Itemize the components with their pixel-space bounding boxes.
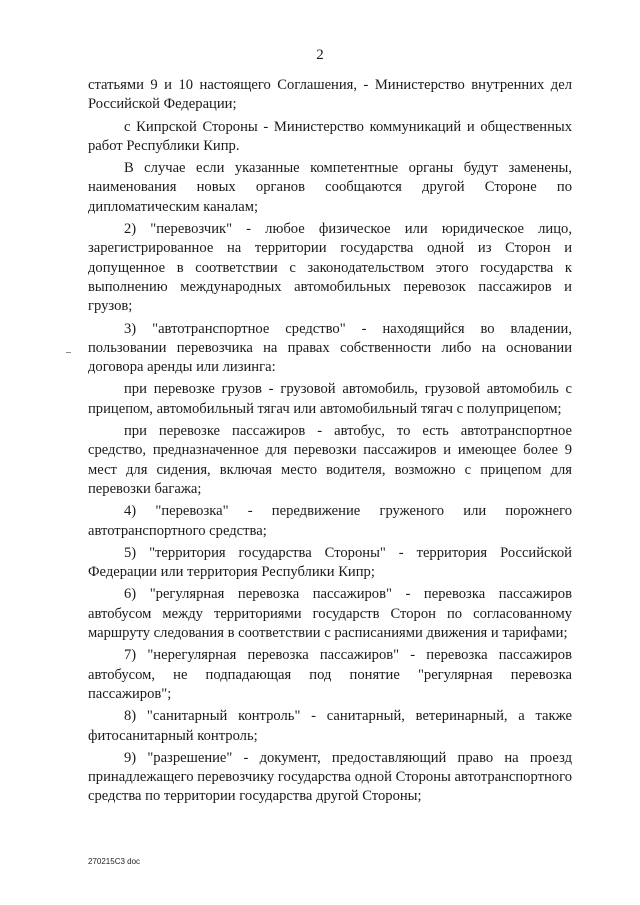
document-body [88,76,572,807]
paragraph-definition-vehicle: 3) "автотранспортное средство" - находящийся во владении, пользовании перевозчика на правах собственности либо на основании договора аренды или лизинга: [88,320,572,376]
paragraph-vehicle-cargo: при перевозке грузов - грузовой автомобиль, грузовой автомобиль с прицепом, автомобильный тягач или автомобильный тягач с полуприцепом; [88,381,572,417]
paragraph-definition-sanitary: 8) "санитарный контроль" - санитарный, ветеринарный, а также фитосанитарный контроль; [88,708,572,744]
paragraph-definition-carrier: 2) "перевозчик" - любое физическое или юридическое лицо, зарегистрированное на территории государства одной из Сторон и допущенное в соответствии с законодательством этого государства к выполнению международных автомобильных перевозок пассажиров и грузов; [88,221,572,315]
paragraph-cyprus-side: с Кипрской Стороны - Министерство коммуникаций и общественных работ Республики Кипр. [88,118,572,154]
page-number: 2 [316,47,324,63]
file-footer: 270215C3 doc [88,857,141,866]
paragraph-vehicle-passenger: при перевозке пассажиров - автобус, то есть автотранспортное средство, предназначенное для перевозки пассажиров и имеющее более 9 мест для сидения, включая место водителя, возможно с прицепом для перевозки багажа; [88,423,572,497]
paragraph-continuation: статьями 9 и 10 настоящего Соглашения, - Министерство внутренних дел Российской Федерации; [88,77,572,113]
margin-mark [66,352,71,353]
paragraph-replacement: В случае если указанные компетентные органы будут заменены, наименования новых органов сообщаются другой Стороне по дипломатическим каналам; [88,160,572,215]
paragraph-definition-transport: 4) "перевозка" - передвижение груженого или порожнего автотранспортного средства; [88,503,572,539]
paragraph-definition-territory: 5) "территория государства Стороны" - территория Российской Федерации или территория Республики Кипр; [88,544,572,581]
paragraph-definition-permit: 9) "разрешение" - документ, предоставляющий право на проезд принадлежащего перевозчику государства одной Стороны автотранспортного средства по территории государства другой Стороны; [88,749,572,805]
paragraph-definition-regular: 6) "регулярная перевозка пассажиров" - перевозка пассажиров автобусом между территориями государств Сторон по согласованному маршруту следования в соответствии с расписаниями движения и тарифами; [88,586,572,642]
paragraph-definition-irregular: 7) "нерегулярная перевозка пассажиров" - перевозка пассажиров автобусом, не подпадающая под понятие "регулярная перевозка пассажиров"; [88,647,572,702]
